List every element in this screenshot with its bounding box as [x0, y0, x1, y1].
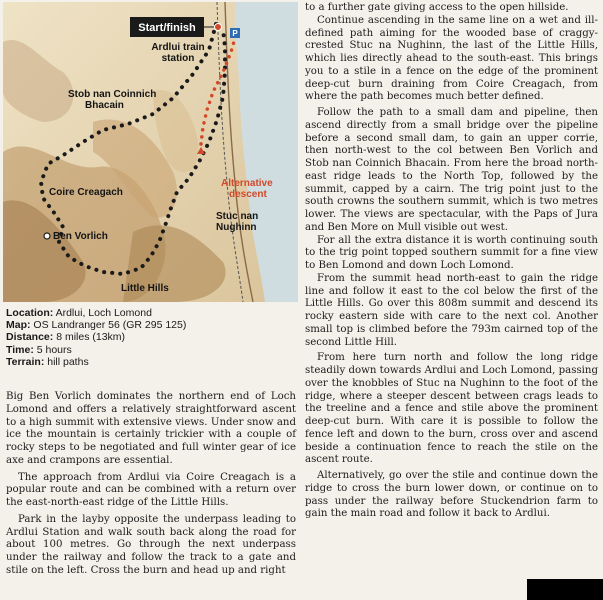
label-stuc-2: Nughinn — [216, 222, 257, 233]
paragraph-approach: The approach from Ardlui via Coire Creagach is a popular route and can be combined with a return over the east-north-east ridge of the Little Hills. — [6, 471, 296, 508]
start-finish-label: Start/finish — [138, 22, 196, 34]
paragraph-park-continued: to a further gate giving access to the open hillside. — [305, 2, 569, 13]
paragraph-extra: For all the extra distance it is worth continuing south to the trig point topped southern summit for a fine view to Ben Lomond and down Loch Lomond. — [305, 234, 598, 271]
label-alt-2: descent — [229, 189, 267, 200]
vorlich-summit-icon — [44, 233, 50, 239]
label-alt-1: Alternative — [221, 178, 273, 189]
label-stuc-1: Stuc nan — [216, 211, 259, 222]
label-station-2: station — [161, 53, 195, 64]
paragraph-alternative: Alternatively, go over the stile and continue down the ridge to cross the burn lower down, or continue on to pass under the railway before Stuckendrion farm to gain the main road and follow it back to Ardlui. — [305, 470, 598, 520]
route-facts — [6, 307, 296, 368]
article-column-right — [305, 2, 598, 521]
fact-time: Time: 5 hours — [6, 343, 72, 356]
label-stob-1: Stob nan Coinnich — [68, 89, 157, 100]
paragraph-intro: Big Ben Vorlich dominates the northern end of Loch Lomond and offers a relatively straightforward ascent to a high summit with extensive views. Under snow and ice the mountain is certainly trickier with a couple of rocky steps to be negotiated and full winter gear of ice axe and crampons are essential. — [6, 391, 296, 466]
fact-location: Location: Ardlui, Loch Lomond — [6, 307, 152, 319]
article-column-left — [6, 391, 296, 578]
paragraph-ascend: Continue ascending in the same line on a wet and ill-defined path aiming for the wooded base of craggy-crested Stuc na Nughinn, the last of the Little Hills, which lies directly ahead to the south-east. This brings you to a stile in a fence on the edge of the prominent deep-cut burn draining from Coire Creagach, from where the path becomes much better defined. — [305, 14, 598, 103]
fact-terrain: Terrain: hill paths — [6, 355, 89, 368]
start-marker-icon — [215, 24, 222, 31]
paragraph-descent: From here turn north and follow the long ridge steadily down towards Ardlui and Loch Lomond, passing over the knobbles of Stuc na Nughinn to the foot of the ridge, where a steeper descent between crags leads to the treeline and a fence and stile above the prominent deep-cut burn. With care it is possible to follow the fence left and down to the burn, cross over and ascend beside a continuation fence to reach the stile on the ascent route. — [305, 352, 599, 466]
label-vorlich: Ben Vorlich — [53, 231, 108, 242]
label-stob-2: Bhacain — [85, 100, 124, 111]
paragraph-ridge: From the summit head north-east to gain the ridge line and follow it east to the col below the first of the Little Hills. Go over this 808m summit and descend its rocky eastern side with care to the next col. Another small top is climbed before the 793m cairned top of the second Little Hill. — [305, 272, 598, 348]
corner-block — [527, 579, 603, 600]
fact-distance: Distance: 8 miles (13km) — [6, 331, 126, 344]
paragraph-dam: Follow the path to a small dam and pipeline, then ascend directly from a small bridge over the pipeline before a second small dam, to gain an upper corrie, then north-west to the col between Ben Vorlich and Stob nan Coinnich Bhacain. From here the broad north-east ridge leads to the North Top, followed by the summit, capped by a cairn. The trig point just to the south crowns the southern summit, which is two metres lower. The views are spectacular, with the Paps of Jura and Ben More on Mull visible out west. — [305, 107, 598, 233]
fact-map: Map: OS Landranger 56 (GR 295 125) — [6, 319, 187, 332]
paragraph-park: Park in the layby opposite the underpass leading to Ardlui Station and walk south back along the road for about 100 metres. Go through the next underpass under the railway and follow the track to a gate and stile on the left. Cross the burn and head up and right — [6, 513, 296, 576]
label-station-1: Ardlui train — [151, 42, 205, 53]
parking-label: P — [232, 29, 238, 38]
label-coire: Coire Creagach — [49, 187, 123, 198]
route-map — [3, 2, 298, 302]
label-little-hills: Little Hills — [121, 283, 169, 294]
